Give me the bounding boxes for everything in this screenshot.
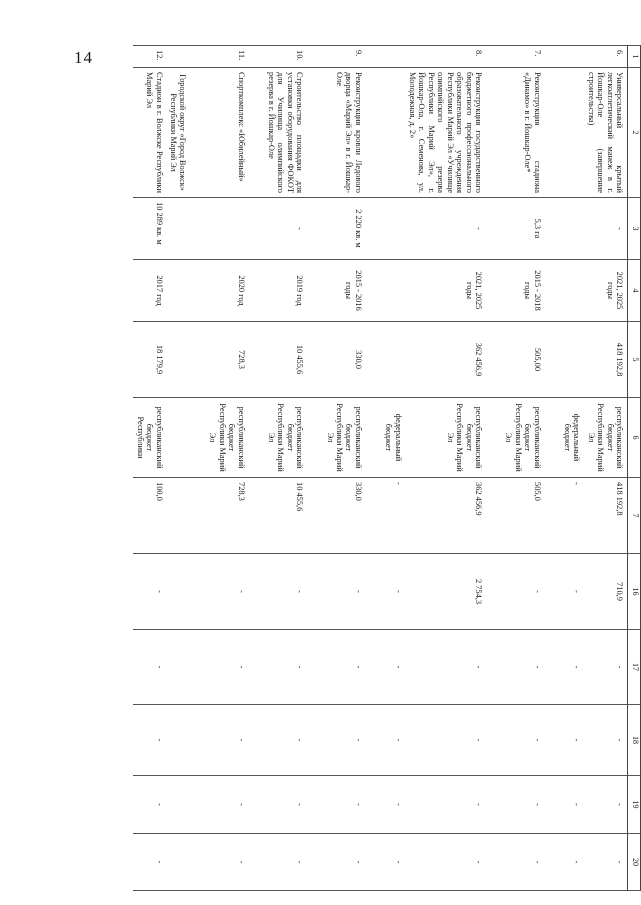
col-header: 2 xyxy=(628,68,641,198)
table-cell xyxy=(167,46,190,68)
value-col20: - xyxy=(486,834,545,891)
value-col19: - xyxy=(545,776,585,834)
value-col20: - xyxy=(406,834,486,891)
period: 2015 - 2016 годы xyxy=(307,260,366,322)
capacity: 5,3 га xyxy=(486,198,545,260)
col-header: 3 xyxy=(628,198,641,260)
value-col20: - xyxy=(545,834,585,891)
row-number: 7. xyxy=(486,46,545,68)
value-col20: - xyxy=(190,834,249,891)
table-cell xyxy=(167,322,190,398)
value-col19: - xyxy=(307,776,366,834)
table-row xyxy=(584,46,627,891)
object-name: Реконструкция кровли Ледового дворца «Марий Эл» в г. Йошкар-Оле xyxy=(307,68,366,198)
value-col19: - xyxy=(190,776,249,834)
table-row xyxy=(190,46,249,891)
value-col17: - xyxy=(307,630,366,705)
value-col16: 2 754,3 xyxy=(406,554,486,630)
funding-source: республиканский бюджет Республики Марий Эл xyxy=(486,398,545,478)
funding-source: республиканский бюджет Республики Марий Эл xyxy=(249,398,308,478)
value-col17: - xyxy=(545,630,585,705)
total-cost: 728,3 xyxy=(190,322,249,398)
capacity: - xyxy=(249,198,308,260)
district-subheader: Городской округ «Город Волжск» Республики Марий Эл xyxy=(167,68,190,198)
table-cell xyxy=(167,260,190,322)
total-cost: 330,0 xyxy=(307,322,366,398)
period: 2021, 2025 годы xyxy=(406,260,486,322)
col-header: 19 xyxy=(628,776,641,834)
table-cell xyxy=(167,834,190,891)
total-cost: 418 192,8 xyxy=(584,322,627,398)
period: 2019 год xyxy=(249,260,308,322)
col-header: 1 xyxy=(628,46,641,68)
table-cell xyxy=(167,478,190,554)
value-col16: - xyxy=(307,554,366,630)
col-header: 17 xyxy=(628,630,641,705)
value-col19: - xyxy=(486,776,545,834)
value-col18: - xyxy=(190,705,249,776)
table-cell xyxy=(366,322,406,398)
table-cell xyxy=(167,705,190,776)
value-col7: 100,0 xyxy=(133,478,166,554)
col-header: 18 xyxy=(628,705,641,776)
table-cell xyxy=(366,68,406,198)
value-col18: - xyxy=(307,705,366,776)
value-col7: 362 456,9 xyxy=(406,478,486,554)
row-number: 10. xyxy=(249,46,308,68)
total-cost: 10 455,6 xyxy=(249,322,308,398)
col-header: 7 xyxy=(628,478,641,554)
table-sheet xyxy=(118,45,641,905)
table-cell xyxy=(366,198,406,260)
row-number: 12. xyxy=(133,46,166,68)
value-col16: - xyxy=(545,554,585,630)
funding-source: республиканский бюджет Республики Марий Эл xyxy=(307,398,366,478)
period: 2015 - 2018 годы xyxy=(486,260,545,322)
investment-objects-table xyxy=(133,45,641,891)
value-col20: - xyxy=(307,834,366,891)
funding-source: республиканский бюджет Республики xyxy=(133,398,166,478)
object-name: Универсальный крытый легкоатлетический манеж в г. Йошкар-Оле (завершение строительства) xyxy=(584,68,627,198)
row-number: 11. xyxy=(190,46,249,68)
capacity: 2 220 кв. м xyxy=(307,198,366,260)
value-col17: - xyxy=(249,630,308,705)
value-col20: - xyxy=(366,834,406,891)
capacity xyxy=(190,198,249,260)
value-col17: - xyxy=(190,630,249,705)
table-row xyxy=(366,46,406,891)
value-col18: - xyxy=(584,705,627,776)
funding-source: республиканский бюджет Республики Марий Эл xyxy=(190,398,249,478)
value-col17: - xyxy=(584,630,627,705)
value-col7: - xyxy=(545,478,585,554)
value-col7: 728,3 xyxy=(190,478,249,554)
value-col7: 330,0 xyxy=(307,478,366,554)
col-header: 6 xyxy=(628,398,641,478)
object-name: Реконструкция государственного бюджетного профессионального образовательного учреждения Республики Марий Эл «Училище олимпийского резерва Республики Марий Эл», г. Йошкар-Ола, г. Семенова, ул. Молодежная, д. 2» xyxy=(406,68,486,198)
table-cell xyxy=(167,398,190,478)
period: 2021, 2025 годы xyxy=(584,260,627,322)
value-col16: - xyxy=(486,554,545,630)
value-col16: - xyxy=(366,554,406,630)
row-number: 6. xyxy=(584,46,627,68)
value-col17: - xyxy=(486,630,545,705)
table-cell xyxy=(545,260,585,322)
table-cell xyxy=(366,260,406,322)
table-cell xyxy=(167,554,190,630)
col-header: 20 xyxy=(628,834,641,891)
rotated-table-container xyxy=(118,45,641,905)
table-cell xyxy=(366,46,406,68)
table-cell xyxy=(167,776,190,834)
value-col19: - xyxy=(133,776,166,834)
table-cell xyxy=(545,68,585,198)
object-name: Реконструкция стадиона «Динамо» в г. Йошкар-Оле* xyxy=(486,68,545,198)
value-col20: - xyxy=(584,834,627,891)
total-cost: 18 179,9 xyxy=(133,322,166,398)
total-cost: 362 456,9 xyxy=(406,322,486,398)
table-cell xyxy=(167,630,190,705)
value-col19: - xyxy=(406,776,486,834)
page-number: 14 xyxy=(74,48,93,67)
value-col17: - xyxy=(406,630,486,705)
table-cell xyxy=(167,198,190,260)
capacity: 10 289 кв. м xyxy=(133,198,166,260)
value-col7: 418 192,8 xyxy=(584,478,627,554)
value-col7: - xyxy=(366,478,406,554)
col-header: 5 xyxy=(628,322,641,398)
object-name: Строительство площадки для установки оборудования ФОКОТ для Училища олимпийского резерва в г. Йошкар-Оле xyxy=(249,68,308,198)
table-row xyxy=(249,46,308,891)
table-cell xyxy=(545,46,585,68)
value-col16: 710,9 xyxy=(584,554,627,630)
table-row xyxy=(545,46,585,891)
table-cell xyxy=(545,198,585,260)
subheader-row xyxy=(167,46,190,891)
value-col18: - xyxy=(486,705,545,776)
table-row xyxy=(307,46,366,891)
table-row xyxy=(133,46,166,891)
table-row xyxy=(406,46,486,891)
value-col16: - xyxy=(190,554,249,630)
value-col20: - xyxy=(249,834,308,891)
object-name: Спорткомплекс «Юбилейный» xyxy=(190,68,249,198)
row-number: 9. xyxy=(307,46,366,68)
row-number: 8. xyxy=(406,46,486,68)
total-cost: 505,00 xyxy=(486,322,545,398)
funding-source: республиканский бюджет Республики Марий Эл xyxy=(584,398,627,478)
table-body xyxy=(190,46,628,891)
capacity: - xyxy=(584,198,627,260)
value-col7: 505,0 xyxy=(486,478,545,554)
value-col17: - xyxy=(366,630,406,705)
value-col18: - xyxy=(249,705,308,776)
value-col16: - xyxy=(249,554,308,630)
period: 2020 год xyxy=(190,260,249,322)
object-name: Стадион в г. Волжске Республики Марий Эл xyxy=(133,68,166,198)
table-cell xyxy=(545,322,585,398)
funding-source: республиканский бюджет Республики Марий Эл xyxy=(406,398,486,478)
col-header: 16 xyxy=(628,554,641,630)
funding-source: федеральный бюджет xyxy=(366,398,406,478)
value-col18: - xyxy=(406,705,486,776)
value-col18: - xyxy=(366,705,406,776)
value-col19: - xyxy=(249,776,308,834)
period: 2017 год xyxy=(133,260,166,322)
value-col17: - xyxy=(133,630,166,705)
header-row xyxy=(628,46,641,891)
capacity: - xyxy=(406,198,486,260)
value-col16: - xyxy=(133,554,166,630)
value-col18: - xyxy=(133,705,166,776)
value-col20: - xyxy=(133,834,166,891)
value-col19: - xyxy=(366,776,406,834)
table-row xyxy=(486,46,545,891)
funding-source: федеральный бюджет xyxy=(545,398,585,478)
value-col19: - xyxy=(584,776,627,834)
value-col18: - xyxy=(545,705,585,776)
col-header: 4 xyxy=(628,260,641,322)
value-col7: 10 455,6 xyxy=(249,478,308,554)
